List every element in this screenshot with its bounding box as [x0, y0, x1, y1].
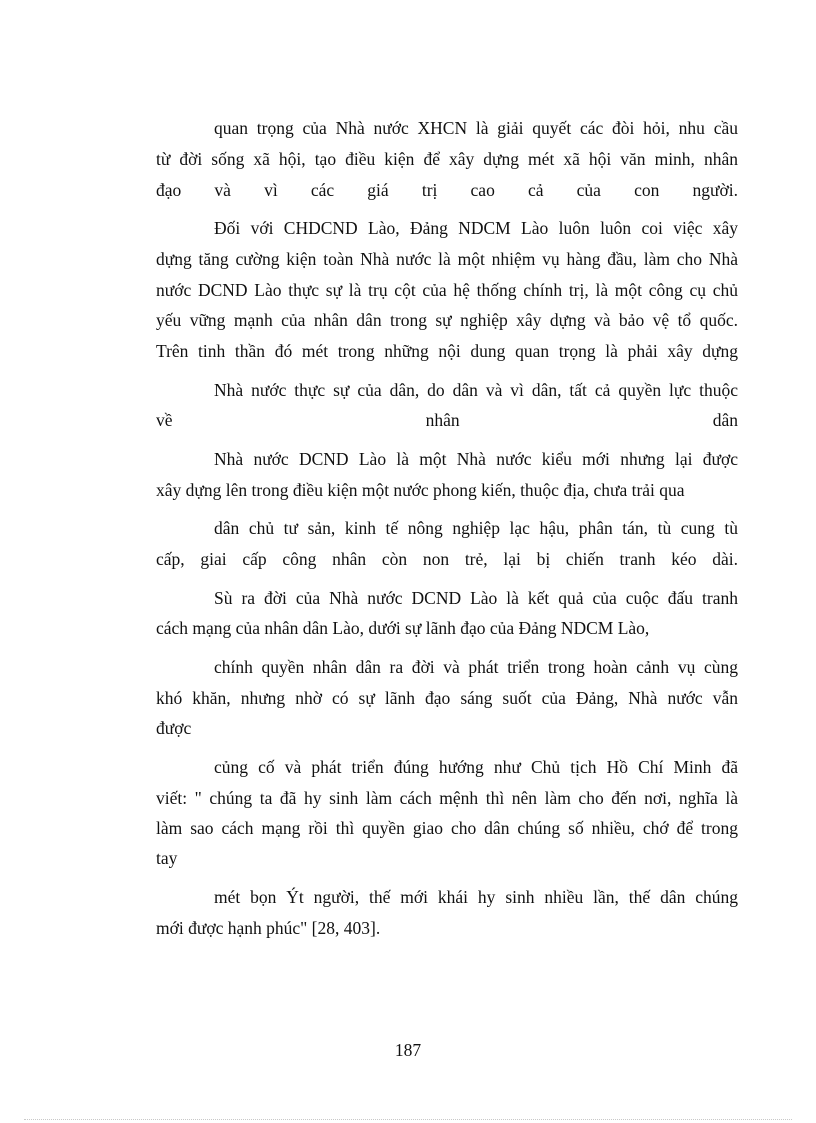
text-line: quan trọng của Nhà nước XHCN là giải quyết các đòi hỏi, nhu cầu	[214, 118, 738, 138]
text-line: làm sao cách mạng rồi thì quyền giao cho dân chúng số nhiều, chớ để trong	[156, 818, 738, 838]
text-line: đạo và vì các giá trị cao cả của con người.	[156, 180, 738, 200]
text-line: Sù ra đời của Nhà nước DCND Lào là kết quả của cuộc đấu tranh	[214, 588, 738, 608]
text-line: viết: " chúng ta đã hy sinh làm cách mệnh thì nên làm cho đến nơi, nghĩa là	[156, 788, 738, 808]
text-line: tay	[156, 848, 178, 868]
text-line: mới được hạnh phúc" [28, 403].	[156, 918, 381, 938]
text-line: chính quyền nhân dân ra đời và phát triển trong hoàn cảnh vụ cùng	[214, 657, 738, 677]
text-line: cấp, giai cấp công nhân còn non trẻ, lại bị chiến tranh kéo dài.	[156, 549, 738, 569]
text-line: củng cố và phát triển đúng hướng như Chủ tịch Hồ Chí Minh đã	[214, 757, 738, 777]
text-line: xây dựng lên trong điều kiện một nước phong kiến, thuộc địa, chưa trải qua	[156, 480, 685, 500]
text-line: Trên tinh thần đó mét trong những nội dung quan trọng là phải xây dựng	[156, 341, 738, 361]
text-line: Đối với CHDCND Lào, Đảng NDCM Lào luôn luôn coi việc xây	[214, 218, 738, 238]
text-line: yếu vững mạnh của nhân dân trong sự nghiệp xây dựng và bảo vệ tổ quốc.	[156, 310, 738, 330]
text-line: nước DCND Lào thực sự là trụ cột của hệ thống chính trị, là một công cụ chủ	[156, 280, 738, 300]
text-line: Nhà nước DCND Lào là một Nhà nước kiểu mới nhưng lại được	[214, 449, 738, 469]
text-line: về nhân dân	[156, 410, 738, 430]
text-line: dân chủ tư sản, kinh tế nông nghiệp lạc hậu, phân tán, tù cung tù	[214, 518, 738, 538]
text-line: dựng tăng cường kiện toàn Nhà nước là một nhiệm vụ hàng đầu, làm cho Nhà	[156, 249, 738, 269]
text-line: Nhà nước thực sự của dân, do dân và vì dân, tất cả quyền lực thuộc	[214, 380, 738, 400]
text-line: cách mạng của nhân dân Lào, dưới sự lãnh đạo của Đảng NDCM Lào,	[156, 618, 650, 638]
text-line: mét bọn Ýt người, thế mới khái hy sinh nhiều lần, thế dân chúng	[214, 887, 738, 907]
footer-divider	[24, 1119, 792, 1120]
text-line: được	[156, 718, 192, 738]
page-number: 187	[394, 1040, 422, 1060]
text-line: khó khăn, nhưng nhờ có sự lãnh đạo sáng suốt của Đảng, Nhà nước vẫn	[156, 688, 738, 708]
text-line: từ đời sống xã hội, tạo điều kiện để xây dựng mét xã hội văn minh, nhân	[156, 149, 738, 169]
